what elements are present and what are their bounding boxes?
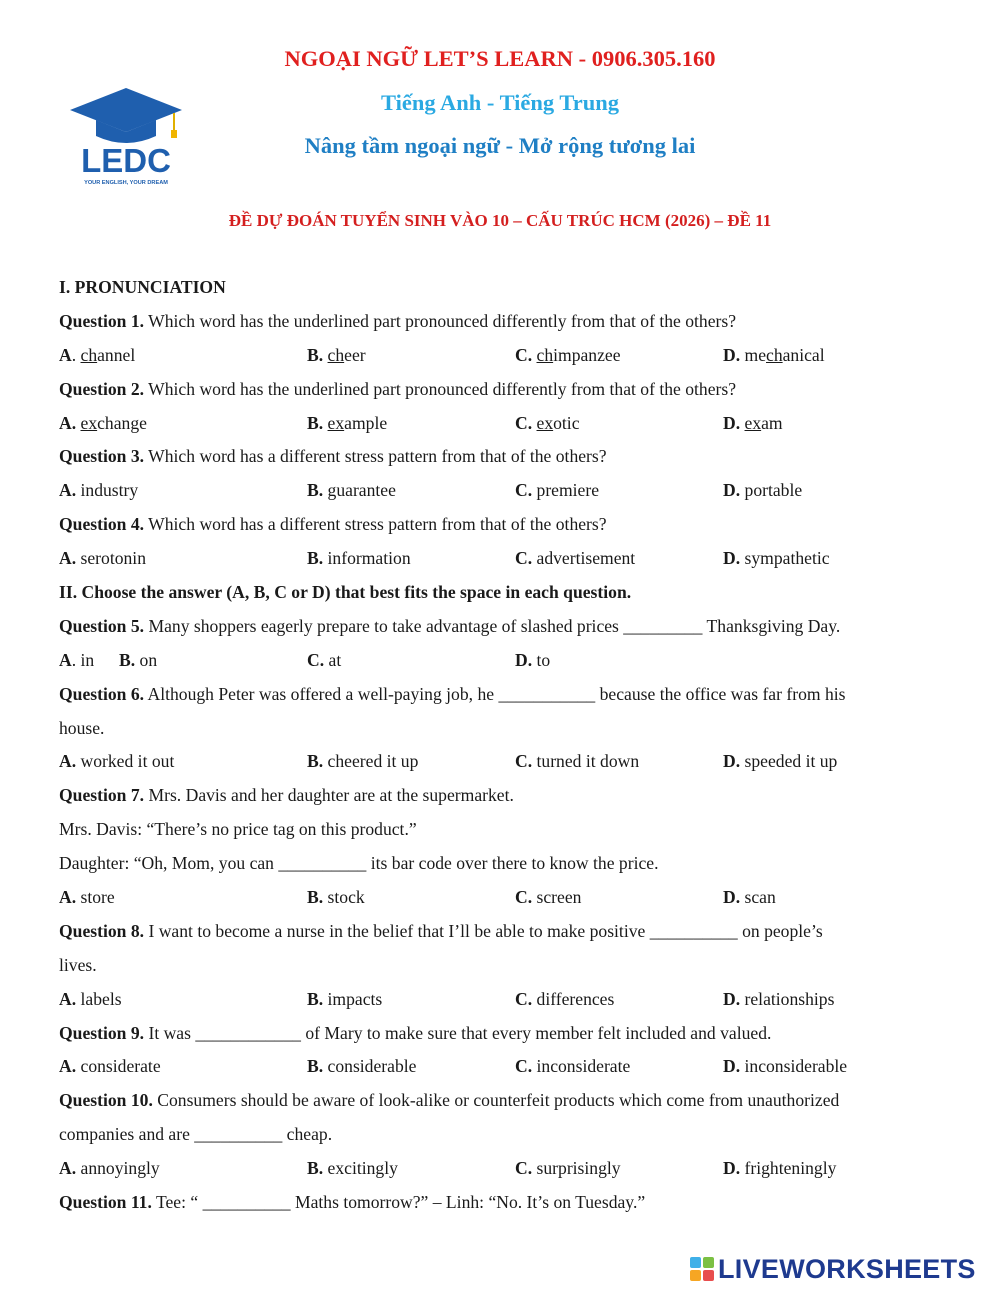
option-a[interactable] (59, 407, 147, 441)
question-label: Question 9. (59, 1022, 145, 1043)
question-6 (59, 678, 949, 712)
option-letter: D. (723, 1158, 741, 1179)
option-letter: B. (307, 480, 324, 501)
option-separator: . (71, 649, 81, 670)
option-b[interactable] (307, 745, 418, 779)
option-letter: D. (723, 1056, 741, 1077)
question-4-options (59, 542, 949, 576)
option-letter: A. (59, 548, 77, 569)
option-c[interactable] (515, 745, 639, 779)
underlined-part: ch (536, 344, 554, 365)
option-letter: B. (307, 1056, 324, 1077)
section-2-title: II. Choose the answer (A, B, C or D) that best fits the space in each question. (59, 582, 632, 603)
option-text: speeded it up (744, 751, 838, 772)
question-text: I want to become a nurse in the belief that I’ll be able to make positive __________ on people’s (144, 920, 823, 941)
option-c[interactable] (515, 474, 599, 508)
option-text: surprisingly (536, 1158, 621, 1179)
option-letter: A (59, 649, 72, 670)
option-b[interactable] (307, 881, 365, 915)
option-d[interactable] (723, 881, 776, 915)
option-text: serotonin (80, 548, 146, 569)
question-label: Question 11. (59, 1192, 152, 1213)
question-text: Many shoppers eagerly prepare to take advantage of slashed prices _________ Thanksgiving Day. (144, 615, 841, 636)
question-label: Question 10. (59, 1090, 153, 1111)
section-1-title: I. PRONUNCIATION (59, 277, 226, 297)
option-text: to (536, 649, 551, 670)
option-letter: A. (59, 988, 77, 1009)
brand-text: LIVEWORKSHEETS (718, 1253, 976, 1284)
option-letter: A (59, 344, 72, 365)
question-10-text-continued: companies and are __________ cheap. (59, 1124, 333, 1145)
option-text: at (328, 649, 342, 670)
question-6-options (59, 745, 949, 779)
option-letter: B. (307, 548, 324, 569)
question-label: Question 2. (59, 378, 145, 399)
option-d[interactable] (723, 407, 783, 441)
option-letter: B. (307, 344, 324, 365)
question-1 (59, 305, 949, 339)
option-text: cheered it up (327, 751, 419, 772)
option-text: frighteningly (744, 1158, 837, 1179)
option-b[interactable] (307, 542, 411, 576)
option-letter: B. (307, 887, 324, 908)
header-title: NGOẠI NGỮ LET’S LEARN - 0906.305.160 (284, 46, 716, 71)
option-letter: C. (515, 887, 533, 908)
question-4 (59, 508, 949, 542)
option-b[interactable] (119, 644, 157, 678)
option-b[interactable] (307, 1152, 398, 1186)
question-11 (59, 1186, 949, 1220)
option-a[interactable] (59, 881, 115, 915)
option-a[interactable] (59, 644, 94, 678)
question-2-options (59, 407, 949, 441)
option-letter: D. (723, 548, 741, 569)
question-label: Question 5. (59, 615, 145, 636)
underlined-part: ex (536, 412, 554, 433)
option-letter: D. (723, 480, 741, 501)
underlined-part: ex (327, 412, 345, 433)
option-d[interactable] (723, 745, 837, 779)
option-text-prefix: me (744, 344, 767, 365)
option-letter: B. (307, 1158, 324, 1179)
option-text: scan (744, 887, 776, 908)
underlined-part: ch (80, 344, 98, 365)
question-label: Question 7. (59, 785, 145, 806)
question-8-options (59, 983, 949, 1017)
option-c[interactable] (515, 1050, 630, 1084)
option-a[interactable] (59, 1050, 161, 1084)
question-5 (59, 610, 949, 644)
question-label: Question 1. (59, 310, 145, 331)
option-text: relationships (744, 988, 835, 1009)
question-3 (59, 440, 949, 474)
option-c[interactable] (307, 644, 341, 678)
option-letter: C. (515, 548, 533, 569)
logo-text: LEDC (81, 142, 171, 179)
question-label: Question 6. (59, 683, 145, 704)
option-text: annel (97, 344, 136, 365)
option-text: otic (553, 412, 580, 433)
underlined-part: ex (80, 412, 98, 433)
underlined-part: ch (327, 344, 345, 365)
option-letter: D. (723, 344, 741, 365)
option-text: turned it down (536, 751, 640, 772)
question-label: Question 8. (59, 920, 145, 941)
option-b[interactable] (307, 983, 382, 1017)
option-d[interactable] (723, 983, 834, 1017)
option-d[interactable] (723, 474, 802, 508)
question-7 (59, 779, 949, 813)
option-letter: C. (515, 344, 533, 365)
option-b[interactable] (307, 339, 366, 373)
option-a[interactable] (59, 474, 138, 508)
option-text: industry (80, 480, 139, 501)
option-text: anical (782, 344, 825, 365)
exam-title: ĐỀ DỰ ĐOÁN TUYỂN SINH VÀO 10 – CẤU TRÚC HCM (2026) – ĐỀ 11 (228, 211, 772, 230)
option-text: in (80, 649, 95, 670)
option-text: information (327, 548, 411, 569)
option-letter: A. (59, 751, 77, 772)
question-2 (59, 373, 949, 407)
question-10 (59, 1084, 949, 1118)
question-text: Tee: “ __________ Maths tomorrow?” – Linh: “No. It’s on Tuesday.” (151, 1192, 646, 1213)
option-text: advertisement (536, 548, 636, 569)
option-a[interactable] (59, 339, 135, 373)
worksheet-content (59, 271, 949, 1220)
option-text: considerable (327, 1056, 417, 1077)
question-text: Mrs. Davis and her daughter are at the supermarket. (144, 785, 514, 806)
header-slogan: Nâng tầm ngoại ngữ - Mở rộng tương lai (304, 133, 696, 158)
underlined-part: ch (766, 344, 783, 365)
question-text: Which word has a different stress pattern from that of the others? (144, 446, 607, 467)
option-letter: C. (515, 480, 533, 501)
question-5-options (59, 644, 949, 678)
question-text: Which word has the underlined part pronounced differently from that of the others? (144, 310, 737, 331)
option-text: ample (344, 412, 388, 433)
question-8 (59, 915, 949, 949)
option-a[interactable] (59, 542, 146, 576)
question-3-options (59, 474, 949, 508)
underlined-part: ex (744, 412, 762, 433)
question-10-options (59, 1152, 949, 1186)
option-letter: B. (307, 412, 324, 433)
option-separator: . (71, 344, 81, 365)
option-letter: B. (307, 988, 324, 1009)
option-letter: A. (59, 412, 77, 433)
option-b[interactable] (307, 407, 387, 441)
option-text: excitingly (327, 1158, 398, 1179)
option-text: store (80, 887, 115, 908)
option-letter: C. (515, 751, 533, 772)
option-text: differences (536, 988, 615, 1009)
question-text: Which word has a different stress pattern from that of the others? (144, 514, 607, 535)
option-b[interactable] (307, 474, 396, 508)
option-a[interactable] (59, 983, 122, 1017)
option-letter: B. (307, 751, 324, 772)
option-text: guarantee (327, 480, 396, 501)
liveworksheets-icon (690, 1257, 714, 1281)
option-letter: A. (59, 1056, 77, 1077)
question-7-dialogue-2: Daughter: “Oh, Mom, you can __________ its bar code over there to know the price. (59, 853, 659, 874)
option-text: impacts (327, 988, 383, 1009)
option-letter: C. (515, 988, 533, 1009)
option-c[interactable] (515, 1152, 621, 1186)
liveworksheets-brand (690, 1254, 976, 1284)
option-letter: C. (515, 1158, 533, 1179)
option-c[interactable] (515, 983, 614, 1017)
option-text: on (139, 649, 158, 670)
option-text: change (97, 412, 147, 433)
option-text: inconsiderable (744, 1056, 848, 1077)
option-c[interactable] (515, 542, 635, 576)
option-letter: C. (515, 1056, 533, 1077)
question-1-options (59, 339, 949, 373)
question-label: Question 3. (59, 446, 145, 467)
option-letter: D. (723, 988, 741, 1009)
option-letter: A. (59, 480, 77, 501)
option-letter: C. (307, 649, 325, 670)
option-c[interactable] (515, 339, 621, 373)
question-text: Although Peter was offered a well-paying job, he ___________ because the office was far from his (144, 683, 846, 704)
option-letter: B. (119, 649, 136, 670)
question-text: Which word has the underlined part pronounced differently from that of the others? (144, 378, 737, 399)
option-c[interactable] (515, 881, 581, 915)
option-letter: D. (723, 751, 741, 772)
logo-tagline: YOUR ENGLISH, YOUR DREAM (84, 180, 168, 186)
option-text: screen (536, 887, 582, 908)
option-d[interactable] (723, 339, 825, 373)
option-letter: D. (515, 649, 533, 670)
option-text: labels (80, 988, 122, 1009)
option-letter: D. (723, 412, 741, 433)
option-b[interactable] (307, 1050, 416, 1084)
question-text: It was ____________ of Mary to make sure that every member felt included and valued. (144, 1022, 772, 1043)
option-a[interactable] (59, 1152, 160, 1186)
option-letter: A. (59, 887, 77, 908)
option-d[interactable] (723, 542, 830, 576)
question-9-options (59, 1050, 949, 1084)
option-d[interactable] (515, 644, 550, 678)
question-8-text-continued: lives. (59, 954, 97, 975)
option-a[interactable] (59, 745, 174, 779)
option-text: portable (744, 480, 803, 501)
question-7-options (59, 881, 949, 915)
option-text: worked it out (80, 751, 175, 772)
option-d[interactable] (723, 1050, 847, 1084)
question-label: Question 4. (59, 514, 145, 535)
question-6-text-continued: house. (59, 717, 105, 738)
option-text: inconsiderate (536, 1056, 631, 1077)
option-d[interactable] (723, 1152, 836, 1186)
option-text: sympathetic (744, 548, 830, 569)
option-text: annoyingly (80, 1158, 160, 1179)
question-9 (59, 1017, 949, 1051)
option-text: impanzee (553, 344, 621, 365)
option-c[interactable] (515, 407, 580, 441)
option-letter: C. (515, 412, 533, 433)
question-7-dialogue-1: Mrs. Davis: “There’s no price tag on this product.” (59, 819, 417, 840)
option-letter: D. (723, 887, 741, 908)
option-letter: A. (59, 1158, 77, 1179)
option-text: eer (344, 344, 366, 365)
option-text: stock (327, 887, 365, 908)
question-text: Consumers should be aware of look-alike or counterfeit products which come from unauthorized (152, 1090, 840, 1111)
option-text: premiere (536, 480, 600, 501)
header-subtitle: Tiếng Anh - Tiếng Trung (380, 90, 620, 115)
option-text: considerate (80, 1056, 161, 1077)
option-text: am (761, 412, 783, 433)
